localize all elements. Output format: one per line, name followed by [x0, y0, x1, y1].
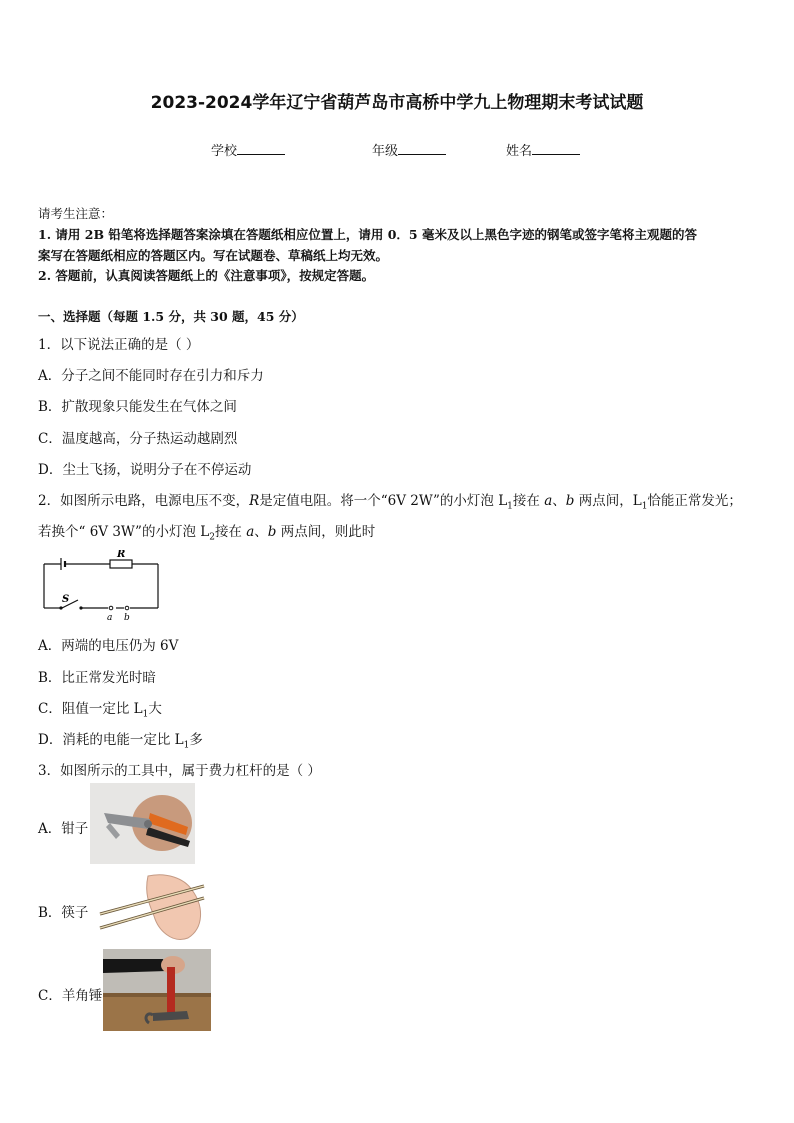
q2-line2-a: a [246, 524, 255, 540]
q2-sub-2: 1 [641, 501, 648, 512]
q2-line2-sep: 、 [254, 524, 268, 540]
circuit-label-a: a [107, 613, 113, 622]
school-blank [237, 142, 285, 155]
school-label: 学校 [211, 144, 238, 159]
q2-stem-line2 [38, 520, 375, 543]
school-field [211, 140, 285, 159]
q2-stem-line1 [38, 489, 742, 512]
circuit-label-r: R [117, 550, 126, 560]
q2-option-a: A．两端的电压仍为 6V [38, 638, 179, 654]
q2-text-5: 恰能正常发光； [647, 493, 742, 509]
terminal-a [109, 606, 113, 610]
q2-sub-1: 1 [507, 501, 513, 512]
name-label: 姓名 [506, 144, 533, 159]
grade-field [372, 140, 446, 159]
q2-option-c [38, 697, 162, 720]
q2-line2-b: b [267, 524, 277, 540]
q2-text-4: 两点间，L [574, 493, 642, 509]
resistor-r [110, 560, 132, 568]
name-field [506, 140, 580, 159]
notice-item1-line1: 1. 请用 2B 铅笔将选择题答案涂填在答题纸相应位置上，请用 0．5 毫米及以上黑色字迹的钢笔或签字笔将主观题的答 [38, 227, 697, 242]
pliers-photo [90, 783, 195, 864]
circuit-diagram [40, 550, 162, 622]
notice-item1-line2: 案写在答题纸相应的答题区内。写在试题卷、草稿纸上均无效。 [38, 248, 389, 263]
grade-label: 年级 [372, 144, 399, 159]
q3-option-b: B．筷子 [38, 905, 89, 921]
q2-option-d-end: 多 [189, 732, 203, 748]
q2-option-d-sub: 1 [183, 740, 190, 751]
q2-line2-text-1: 若换个“ 6V 3W”的小灯泡 L [38, 524, 210, 540]
q2-line2-sub: 2 [209, 532, 215, 543]
q2-option-c-text: C．阻值一定比 L [38, 701, 143, 717]
q3-stem: 3．如图所示的工具中，属于费力杠杆的是（ ） [38, 763, 321, 779]
grade-blank [398, 142, 446, 155]
notice-item2: 2. 答题前，认真阅读答题纸上的《注意事项》，按规定答题。 [38, 268, 375, 283]
q2-line2-text-3: 两点间，则此时 [276, 524, 376, 540]
terminal-b [125, 606, 129, 610]
q3-option-a: A．钳子 [38, 821, 89, 837]
section-heading: 一、选择题（每题 1.5 分，共 30 题，45 分） [38, 309, 304, 324]
exam-title: 2023-2024学年辽宁省葫芦岛市高桥中学九上物理期末考试试题 [150, 93, 644, 113]
name-blank [532, 142, 580, 155]
chopsticks-photo [96, 870, 206, 942]
q1-option-d: D．尘土飞扬，说明分子在不停运动 [38, 462, 252, 478]
q2-option-d-text: D．消耗的电能一定比 L [38, 732, 184, 748]
notice-heading: 请考生注意： [38, 206, 114, 221]
q2-line2-text-2: 接在 [214, 524, 247, 540]
q2-text-3: 接在 [512, 493, 545, 509]
claw-hammer-photo [103, 949, 211, 1031]
q3-option-c: C．羊角锤 [38, 988, 103, 1004]
q2-sep: 、 [552, 493, 566, 509]
q2-text-2: 是定值电阻。将一个“6V 2W”的小灯泡 L [259, 493, 508, 509]
q2-option-c-sub: 1 [142, 709, 149, 720]
q1-option-a: A．分子之间不能同时存在引力和斥力 [38, 368, 264, 384]
q2-option-b: B．比正常发光时暗 [38, 670, 156, 686]
q2-option-c-end: 大 [148, 701, 162, 717]
q2-b-symbol: b [565, 493, 575, 509]
q1-option-c: C．温度越高，分子热运动越剧烈 [38, 431, 238, 447]
circuit-label-s: S [62, 594, 70, 605]
circuit-label-b: b [124, 613, 130, 622]
q2-r-symbol: R [249, 493, 260, 509]
q1-option-b: B．扩散现象只能发生在气体之间 [38, 399, 237, 415]
q1-stem: 1．以下说法正确的是（ ） [38, 337, 200, 353]
q2-text-1: 2．如图所示电路，电源电压不变， [38, 493, 250, 509]
q2-a-symbol: a [544, 493, 553, 509]
q2-option-d [38, 728, 203, 751]
